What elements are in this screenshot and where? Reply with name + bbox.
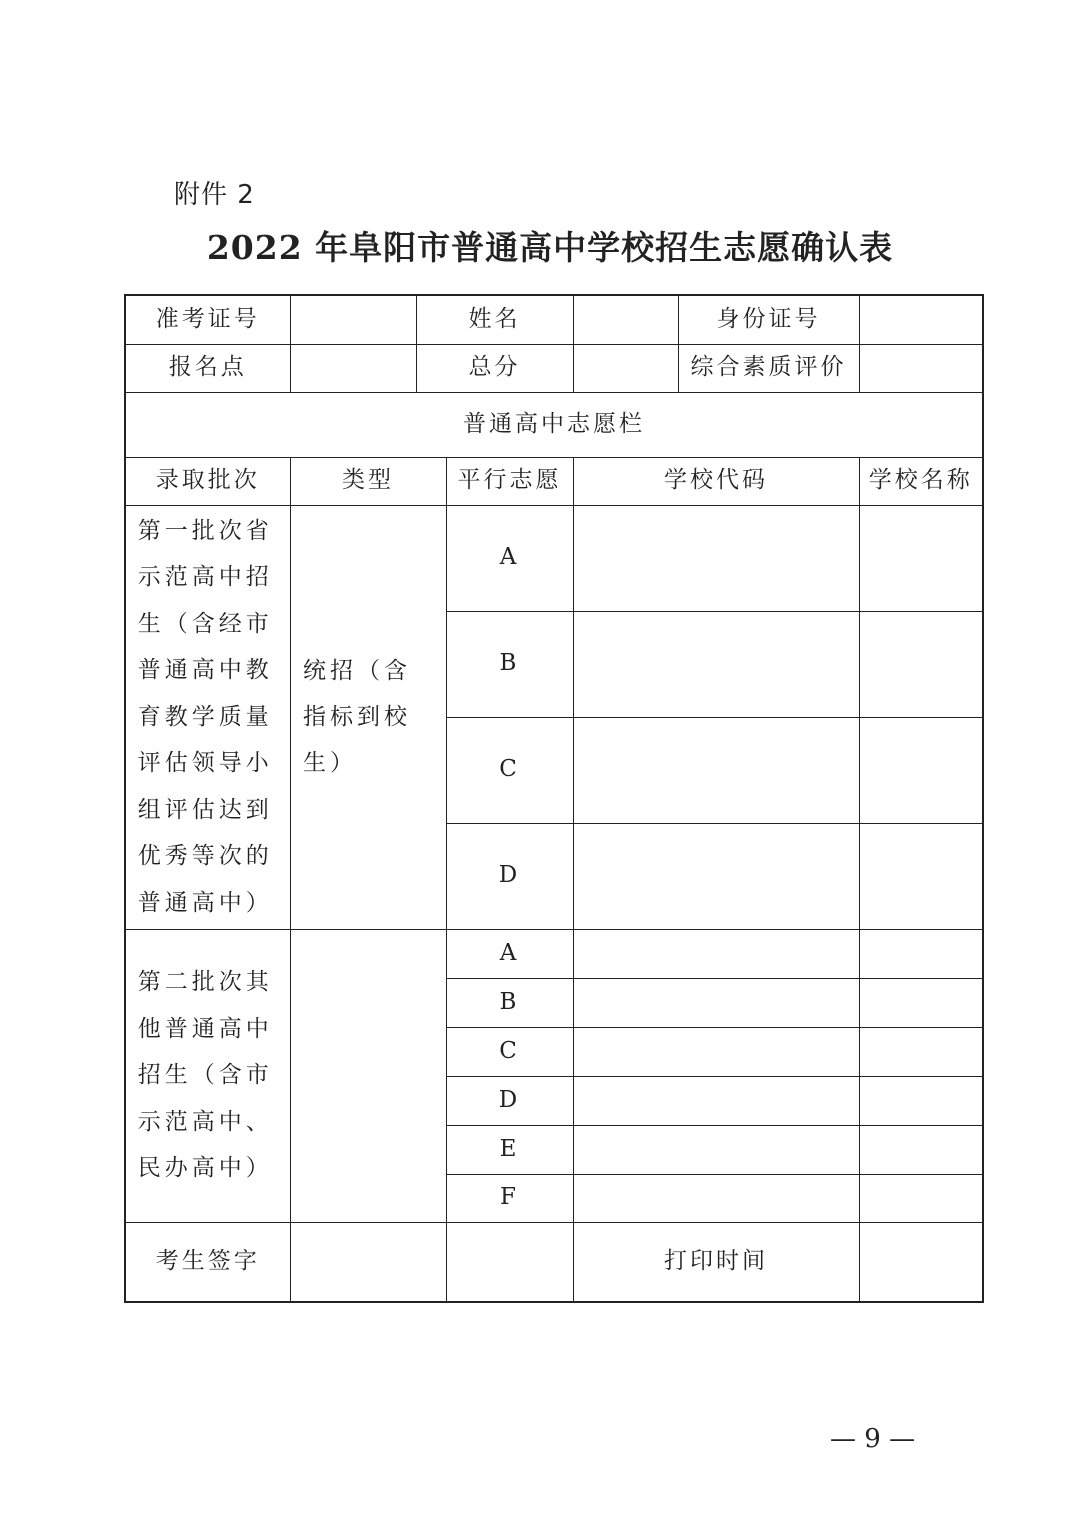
column-header-choice: 平行志愿 (446, 457, 573, 505)
batch2-label-cell (125, 929, 290, 1222)
school-name-field[interactable] (859, 1174, 983, 1222)
batch2-choice-e: E (446, 1125, 573, 1174)
column-header-batch: 录取批次 (125, 457, 290, 505)
quality-label: 综合素质评价 (678, 344, 859, 392)
school-code-field[interactable] (573, 929, 859, 978)
quality-value[interactable] (859, 344, 983, 392)
school-code-field[interactable] (573, 717, 859, 823)
section-title: 普通高中志愿栏 (125, 392, 983, 457)
batch1-label-cell (125, 505, 290, 929)
table-row (125, 505, 983, 611)
batch1-type-cell (290, 505, 446, 929)
name-label: 姓名 (416, 295, 573, 344)
table-row (125, 392, 983, 457)
id-no-value[interactable] (859, 295, 983, 344)
batch1-choice-b: B (446, 611, 573, 717)
column-header-type: 类型 (290, 457, 446, 505)
school-name-field[interactable] (859, 1125, 983, 1174)
school-code-field[interactable] (573, 823, 859, 929)
school-name-field[interactable] (859, 611, 983, 717)
school-name-field[interactable] (859, 929, 983, 978)
batch1-choice-a: A (446, 505, 573, 611)
batch2-label: 第二批次其他普通高中招生（含市示范高中、民办高中） (137, 969, 273, 1182)
print-time-label: 打印时间 (573, 1222, 859, 1302)
total-label: 总分 (416, 344, 573, 392)
school-name-field[interactable] (859, 1076, 983, 1125)
id-no-label: 身份证号 (678, 295, 859, 344)
school-code-field[interactable] (573, 1125, 859, 1174)
batch1-label: 第一批次省示范高中招生（含经市普通高中教育教学质量评估领导小组评估达到优秀等次的普通高中） (137, 517, 273, 916)
school-name-field[interactable] (859, 505, 983, 611)
column-header-school-code: 学校代码 (573, 457, 859, 505)
column-header-row (125, 457, 983, 505)
school-code-field[interactable] (573, 1174, 859, 1222)
table-row (125, 1222, 983, 1302)
batch2-choice-f: F (446, 1174, 573, 1222)
school-code-field[interactable] (573, 505, 859, 611)
batch1-choice-d: D (446, 823, 573, 929)
name-value[interactable] (573, 295, 678, 344)
exam-no-value[interactable] (290, 295, 416, 344)
school-name-field[interactable] (859, 978, 983, 1027)
total-value[interactable] (573, 344, 678, 392)
school-code-field[interactable] (573, 1027, 859, 1076)
column-header-school-name: 学校名称 (859, 457, 983, 505)
signature-field[interactable] (290, 1222, 446, 1302)
site-label: 报名点 (125, 344, 290, 392)
batch2-choice-c: C (446, 1027, 573, 1076)
school-name-field[interactable] (859, 1027, 983, 1076)
print-time-value[interactable] (859, 1222, 983, 1302)
batch2-choice-a: A (446, 929, 573, 978)
batch1-choice-c: C (446, 717, 573, 823)
school-code-field[interactable] (573, 978, 859, 1027)
signature-label: 考生签字 (125, 1222, 290, 1302)
school-name-field[interactable] (859, 717, 983, 823)
form-title: 2022 年阜阳市普通高中学校招生志愿确认表 (206, 228, 894, 267)
attachment-label: 附件 2 (174, 180, 255, 210)
exam-no-label: 准考证号 (125, 295, 290, 344)
page-number: — 9 — (830, 1424, 916, 1454)
table-row (125, 295, 983, 344)
batch2-type-cell[interactable] (290, 929, 446, 1222)
school-code-field[interactable] (573, 611, 859, 717)
table-row (125, 344, 983, 392)
site-value[interactable] (290, 344, 416, 392)
school-name-field[interactable] (859, 823, 983, 929)
table-row (125, 929, 983, 978)
application-form-table (124, 294, 984, 1303)
batch2-choice-b: B (446, 978, 573, 1027)
signature-field-extra[interactable] (446, 1222, 573, 1302)
school-code-field[interactable] (573, 1076, 859, 1125)
batch2-choice-d: D (446, 1076, 573, 1125)
batch1-type: 统招（含指标到校生） (303, 658, 411, 776)
